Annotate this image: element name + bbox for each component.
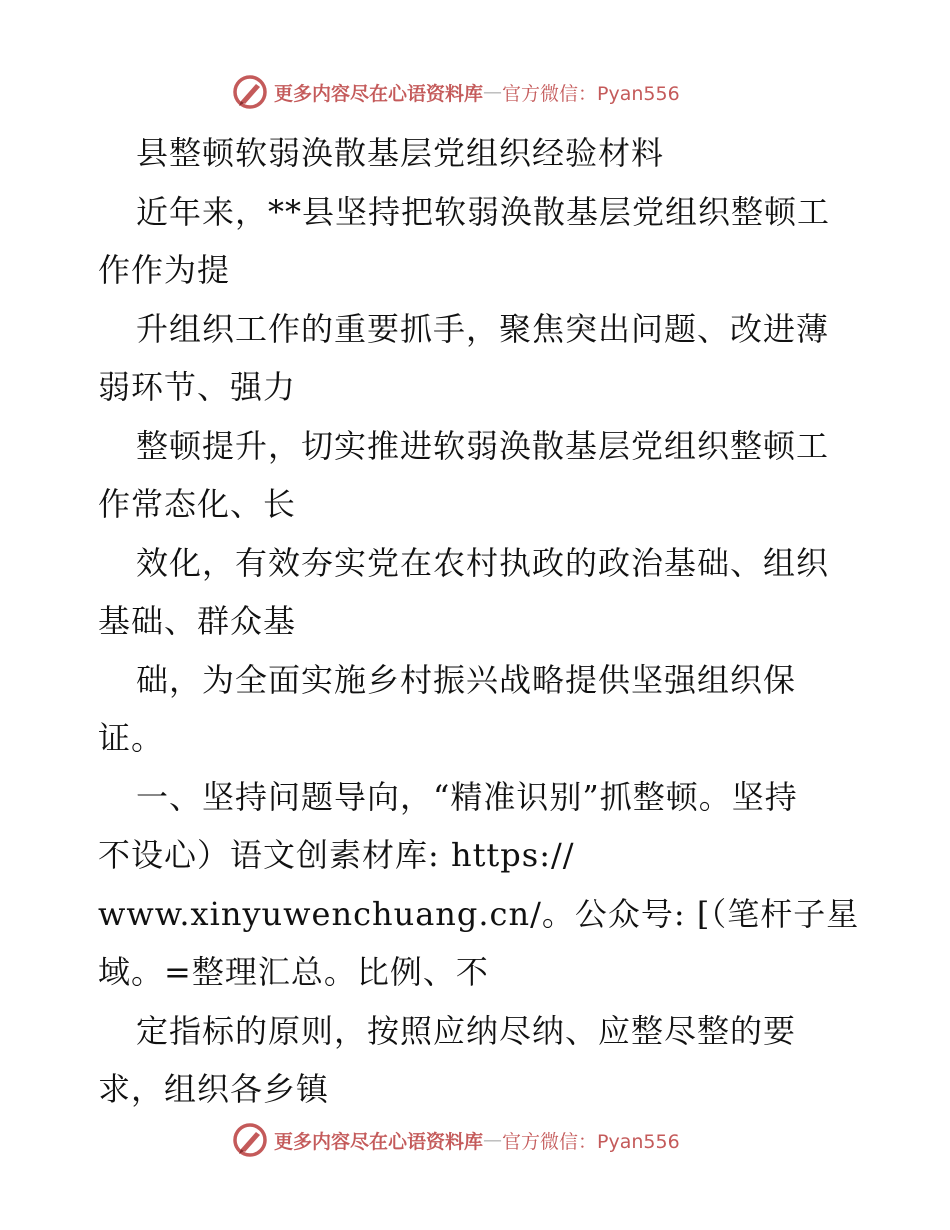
paragraph-line: 弱环节、强力 <box>98 368 297 406</box>
paragraph-line: www.xinyuwenchuang.cn/。公众号: [（笔杆子星 <box>98 894 860 933</box>
paragraph-line: 整顿提升，切实推进软弱涣散基层党组织整顿工 <box>136 426 830 465</box>
header-banner <box>232 72 680 112</box>
paragraph-line: 作作为提 <box>98 251 231 289</box>
paragraph-line: 效化，有效夯实党在农村执政的政治基础、组织 <box>136 543 830 582</box>
footer-banner <box>232 1120 680 1160</box>
paragraph-line: 求，组织各乡镇 <box>98 1070 330 1108</box>
banner-wechat: 官方微信：Pyan556 <box>502 1130 680 1153</box>
banner-separator: — <box>483 81 503 103</box>
banner-wechat: 官方微信：Pyan556 <box>502 82 680 105</box>
banner-separator: — <box>483 1129 503 1151</box>
pen-logo-icon <box>232 1122 268 1158</box>
document-body <box>98 124 858 1119</box>
paragraph-line: 础，为全面实施乡村振兴战略提供坚强组织保 <box>136 660 797 699</box>
paragraph-line: 域。=整理汇总。比例、不 <box>98 953 489 991</box>
paragraph-line: 基础、群众基 <box>98 602 297 640</box>
section-heading-line: 一、坚持问题导向，“精准识别”抓整顿。坚持 <box>136 777 798 816</box>
paragraph-line: 不设心）语文创素材库: https:// <box>98 836 575 874</box>
pen-logo-icon <box>232 74 268 110</box>
paragraph-line: 证。 <box>98 719 165 757</box>
document-title: 县整顿软弱涣散基层党组织经验材料 <box>136 134 665 172</box>
paragraph-line: 定指标的原则，按照应纳尽纳、应整尽整的要 <box>136 1011 797 1050</box>
paragraph-line: 作常态化、长 <box>98 485 297 523</box>
banner-title: 更多内容尽在心语资料库 <box>274 82 484 105</box>
paragraph-line: 近年来，**县坚持把软弱涣散基层党组织整顿工 <box>136 192 831 231</box>
paragraph-line: 升组织工作的重要抓手，聚焦突出问题、改进薄 <box>136 309 830 348</box>
banner-title: 更多内容尽在心语资料库 <box>274 1130 484 1153</box>
